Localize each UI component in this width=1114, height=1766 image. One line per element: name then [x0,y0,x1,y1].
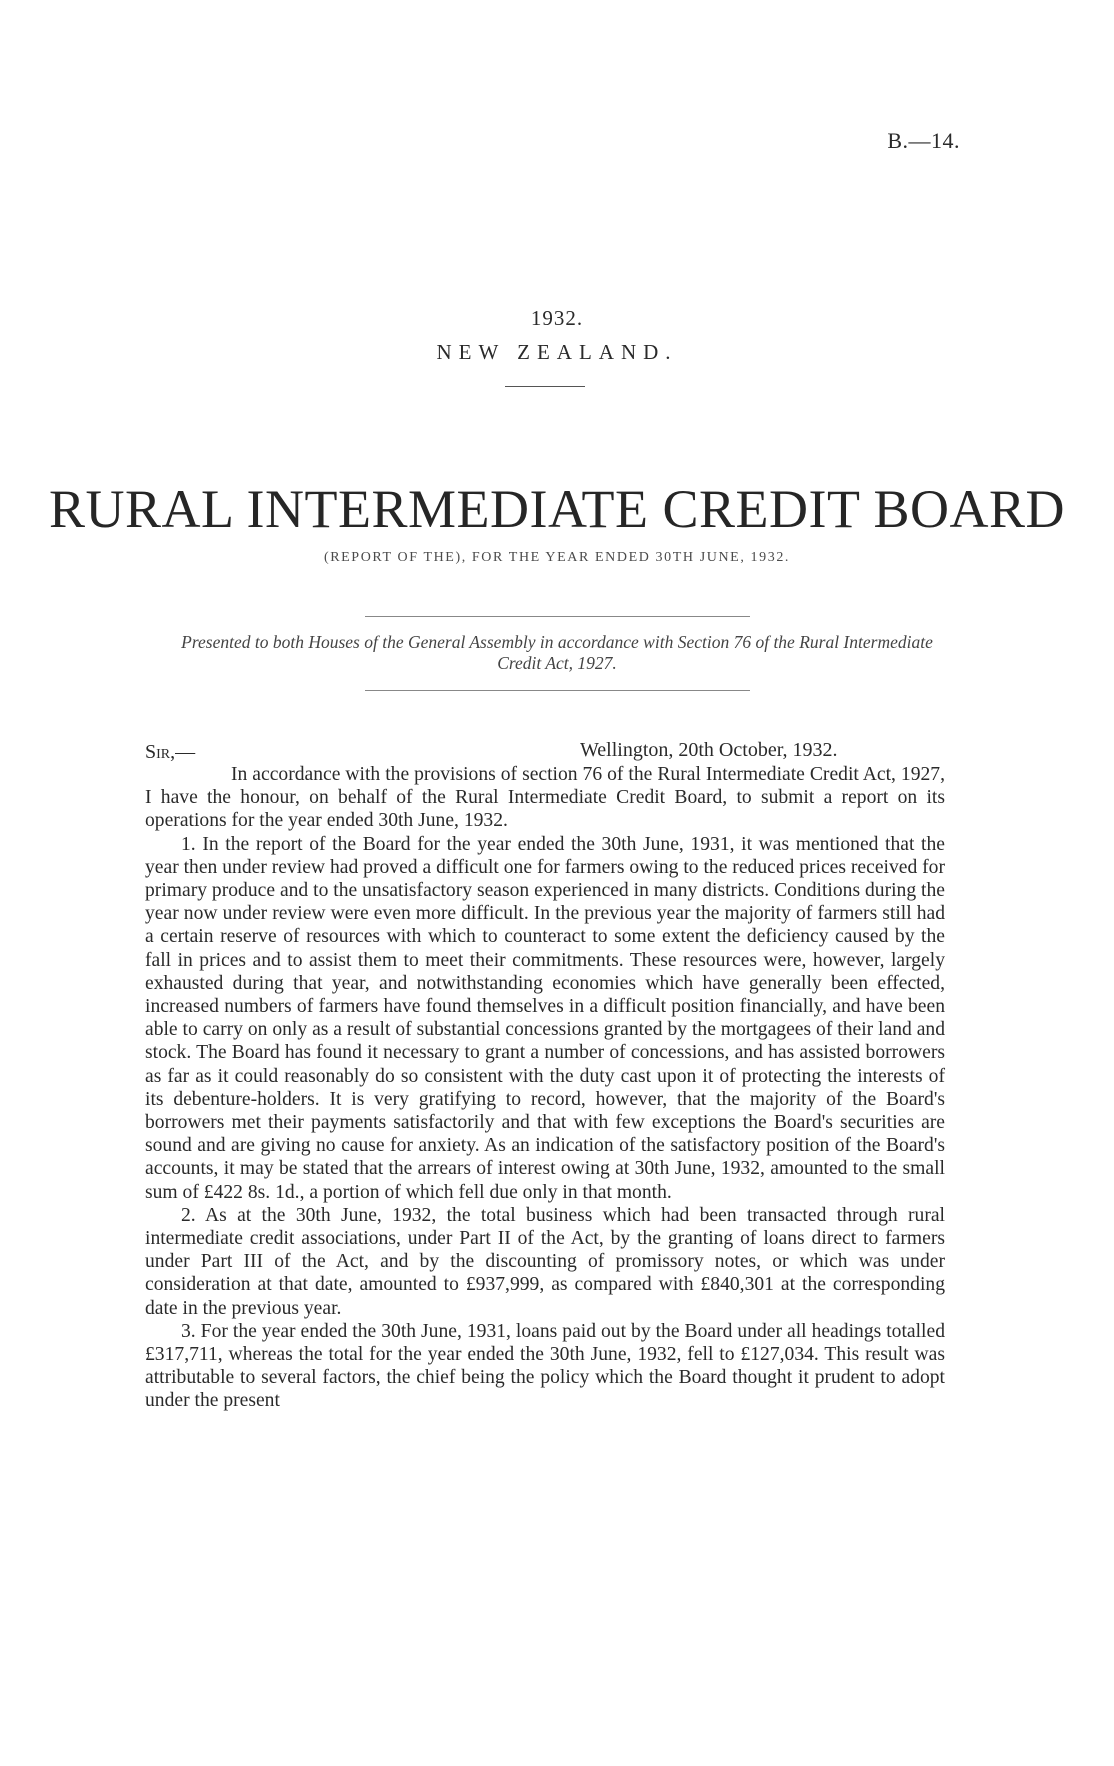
paragraph-3: 3. For the year ended the 30th June, 1931, loans paid out by the Board under all headings totalled £317,711, whereas the total for the year ended the 30th June, 1932, fell to £127,034. This result was attributable to several factors, the chief being the policy which the Board thought it prudent to adopt under the present [145,1320,945,1412]
report-subtitle: (REPORT OF THE), FOR THE YEAR ENDED 30TH JUNE, 1932. [323,550,791,565]
divider [505,386,585,387]
report-title: RURAL INTERMEDIATE CREDIT BOARD [49,479,1065,539]
document-reference: B.—14. [887,128,960,153]
presentation-note: Presented to both Houses of the General Assembly in accordance with Section 76 of the Rural Intermediate Credit Act, 1927. [181,632,933,673]
country-heading: NEW ZEALAND. [436,340,678,364]
dateline: Wellington, 20th October, 1932. [580,739,838,761]
publication-year: 1932. [530,306,584,330]
paragraph-2: 2. As at the 30th June, 1932, the total business which had been transacted through rural intermediate credit associations, under Part II of the Act, by the granting of loans direct to farmers under Part III of the Act, and by the discounting of promissory notes, or which was under consideration at that date, amounted to £937,999, as compared with £840,301 at the corresponding date in the previous year. [145,1204,945,1319]
divider [365,690,750,691]
paragraph-1: 1. In the report of the Board for the year ended the 30th June, 1931, it was mentioned that the year then under review had proved a difficult one for farmers owing to the reduced prices received for primary produce and to the unsatisfactory season experienced in many districts. Conditions during the year now under review were even more difficult. In the previous year the majority of farmers still had a certain reserve of resources with which to counteract to some extent the deficiency caused by the fall in prices and to assist them to meet their commitments. These resources were, however, largely exhausted during that year, and notwithstanding economies which have generally been effected, increased numbers of farmers have found themselves in a difficult position financially, and have been able to carry on only as a result of substantial concessions granted by the mortgagees of their land and stock. The Board has found it necessary to grant a number of concessions, and has assisted borrowers as far as it could reasonably do so consistent with the duty cast upon it of protecting the interests of its debenture-holders. It is very gratifying to record, however, that the majority of the Board's borrowers met their payments satisfactorily and that with few exceptions the Board's securities are sound and are giving no cause for anxiety. As an indication of the satisfactory position of the Board's accounts, it may be stated that the arrears of interest owing at 30th June, 1932, amounted to the small sum of £422 8s. 1d., a portion of which fell due only in that month. [145,833,945,1203]
salutation: Sir,— [145,741,196,763]
divider [365,616,750,617]
intro-paragraph: In accordance with the provisions of section 76 of the Rural Intermediate Credit Act, 1927, I have the honour, on behalf of the Rural Intermediate Credit Board, to submit a report on its operations for the year ended 30th June, 1932. [145,764,945,832]
letter-body [145,763,945,1413]
